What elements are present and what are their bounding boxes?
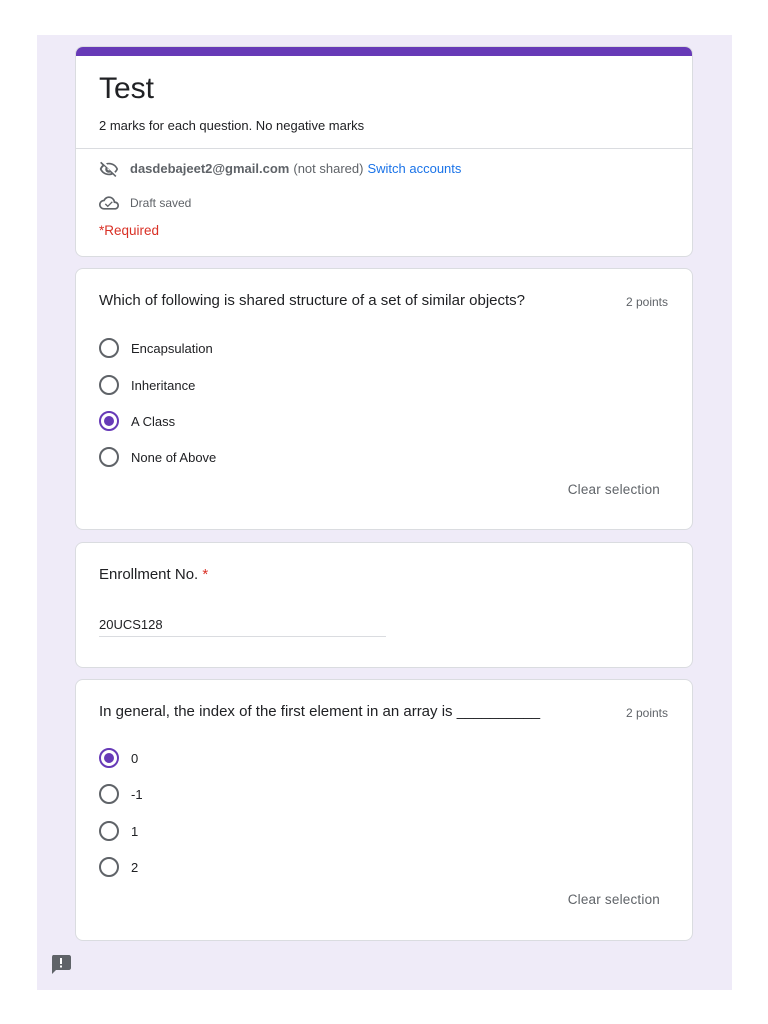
option-a-class[interactable] xyxy=(99,411,175,431)
question-card-3 xyxy=(75,679,693,941)
draft-status: Draft saved xyxy=(130,196,192,210)
question-title xyxy=(99,564,208,586)
question-card-2 xyxy=(75,542,693,668)
required-note: *Required xyxy=(99,223,160,238)
option-label: -1 xyxy=(131,786,143,802)
radio-button[interactable] xyxy=(99,447,119,467)
radio-button-selected[interactable] xyxy=(99,748,119,768)
question-title: Which of following is shared structure of a set of similar objects? xyxy=(99,292,526,309)
question-points: 2 points xyxy=(625,295,668,309)
option-label: 2 xyxy=(131,859,139,875)
question-title: In general, the index of the first element in an array is __________ xyxy=(99,703,541,720)
option-label: Inheritance xyxy=(131,377,196,393)
enrollment-input[interactable]: 20UCS128 xyxy=(99,616,386,637)
form-background xyxy=(37,35,732,990)
account-row xyxy=(99,159,461,179)
option-0[interactable] xyxy=(99,748,138,768)
feedback-icon[interactable] xyxy=(50,954,72,974)
form-description: 2 marks for each question. No negative marks xyxy=(99,118,365,133)
option-encapsulation[interactable] xyxy=(99,338,213,358)
option-label: None of Above xyxy=(131,449,217,465)
question-points: 2 points xyxy=(625,706,668,720)
draft-status-row xyxy=(99,193,191,213)
question-title-text: Enrollment No. xyxy=(99,566,199,583)
option-none-of-above[interactable] xyxy=(99,447,216,467)
option-label: A Class xyxy=(131,413,176,429)
account-email: dasdebajeet2@gmail.com xyxy=(130,161,290,176)
option-label: 1 xyxy=(131,823,139,839)
radio-button[interactable] xyxy=(99,821,119,841)
eye-off-icon xyxy=(99,159,119,179)
header-divider xyxy=(76,148,692,149)
option-2[interactable] xyxy=(99,857,138,877)
option-minus-1[interactable] xyxy=(99,784,143,804)
cloud-check-icon xyxy=(99,193,119,213)
form-header-card xyxy=(75,46,693,257)
required-star: * xyxy=(202,566,209,583)
switch-accounts-link[interactable]: Switch accounts xyxy=(367,161,462,176)
accent-bar xyxy=(76,47,692,56)
option-1[interactable] xyxy=(99,821,138,841)
question-card-1 xyxy=(75,268,693,530)
option-inheritance[interactable] xyxy=(99,375,195,395)
radio-button-selected[interactable] xyxy=(99,411,119,431)
clear-selection-button[interactable]: Clear selection xyxy=(567,482,660,497)
radio-button[interactable] xyxy=(99,857,119,877)
radio-button[interactable] xyxy=(99,784,119,804)
clear-selection-button[interactable]: Clear selection xyxy=(567,892,660,907)
radio-button[interactable] xyxy=(99,338,119,358)
form-title: Test xyxy=(99,72,155,105)
not-shared-label: (not shared) xyxy=(293,161,364,176)
option-label: Encapsulation xyxy=(131,340,213,356)
radio-button[interactable] xyxy=(99,375,119,395)
option-label: 0 xyxy=(131,750,139,766)
